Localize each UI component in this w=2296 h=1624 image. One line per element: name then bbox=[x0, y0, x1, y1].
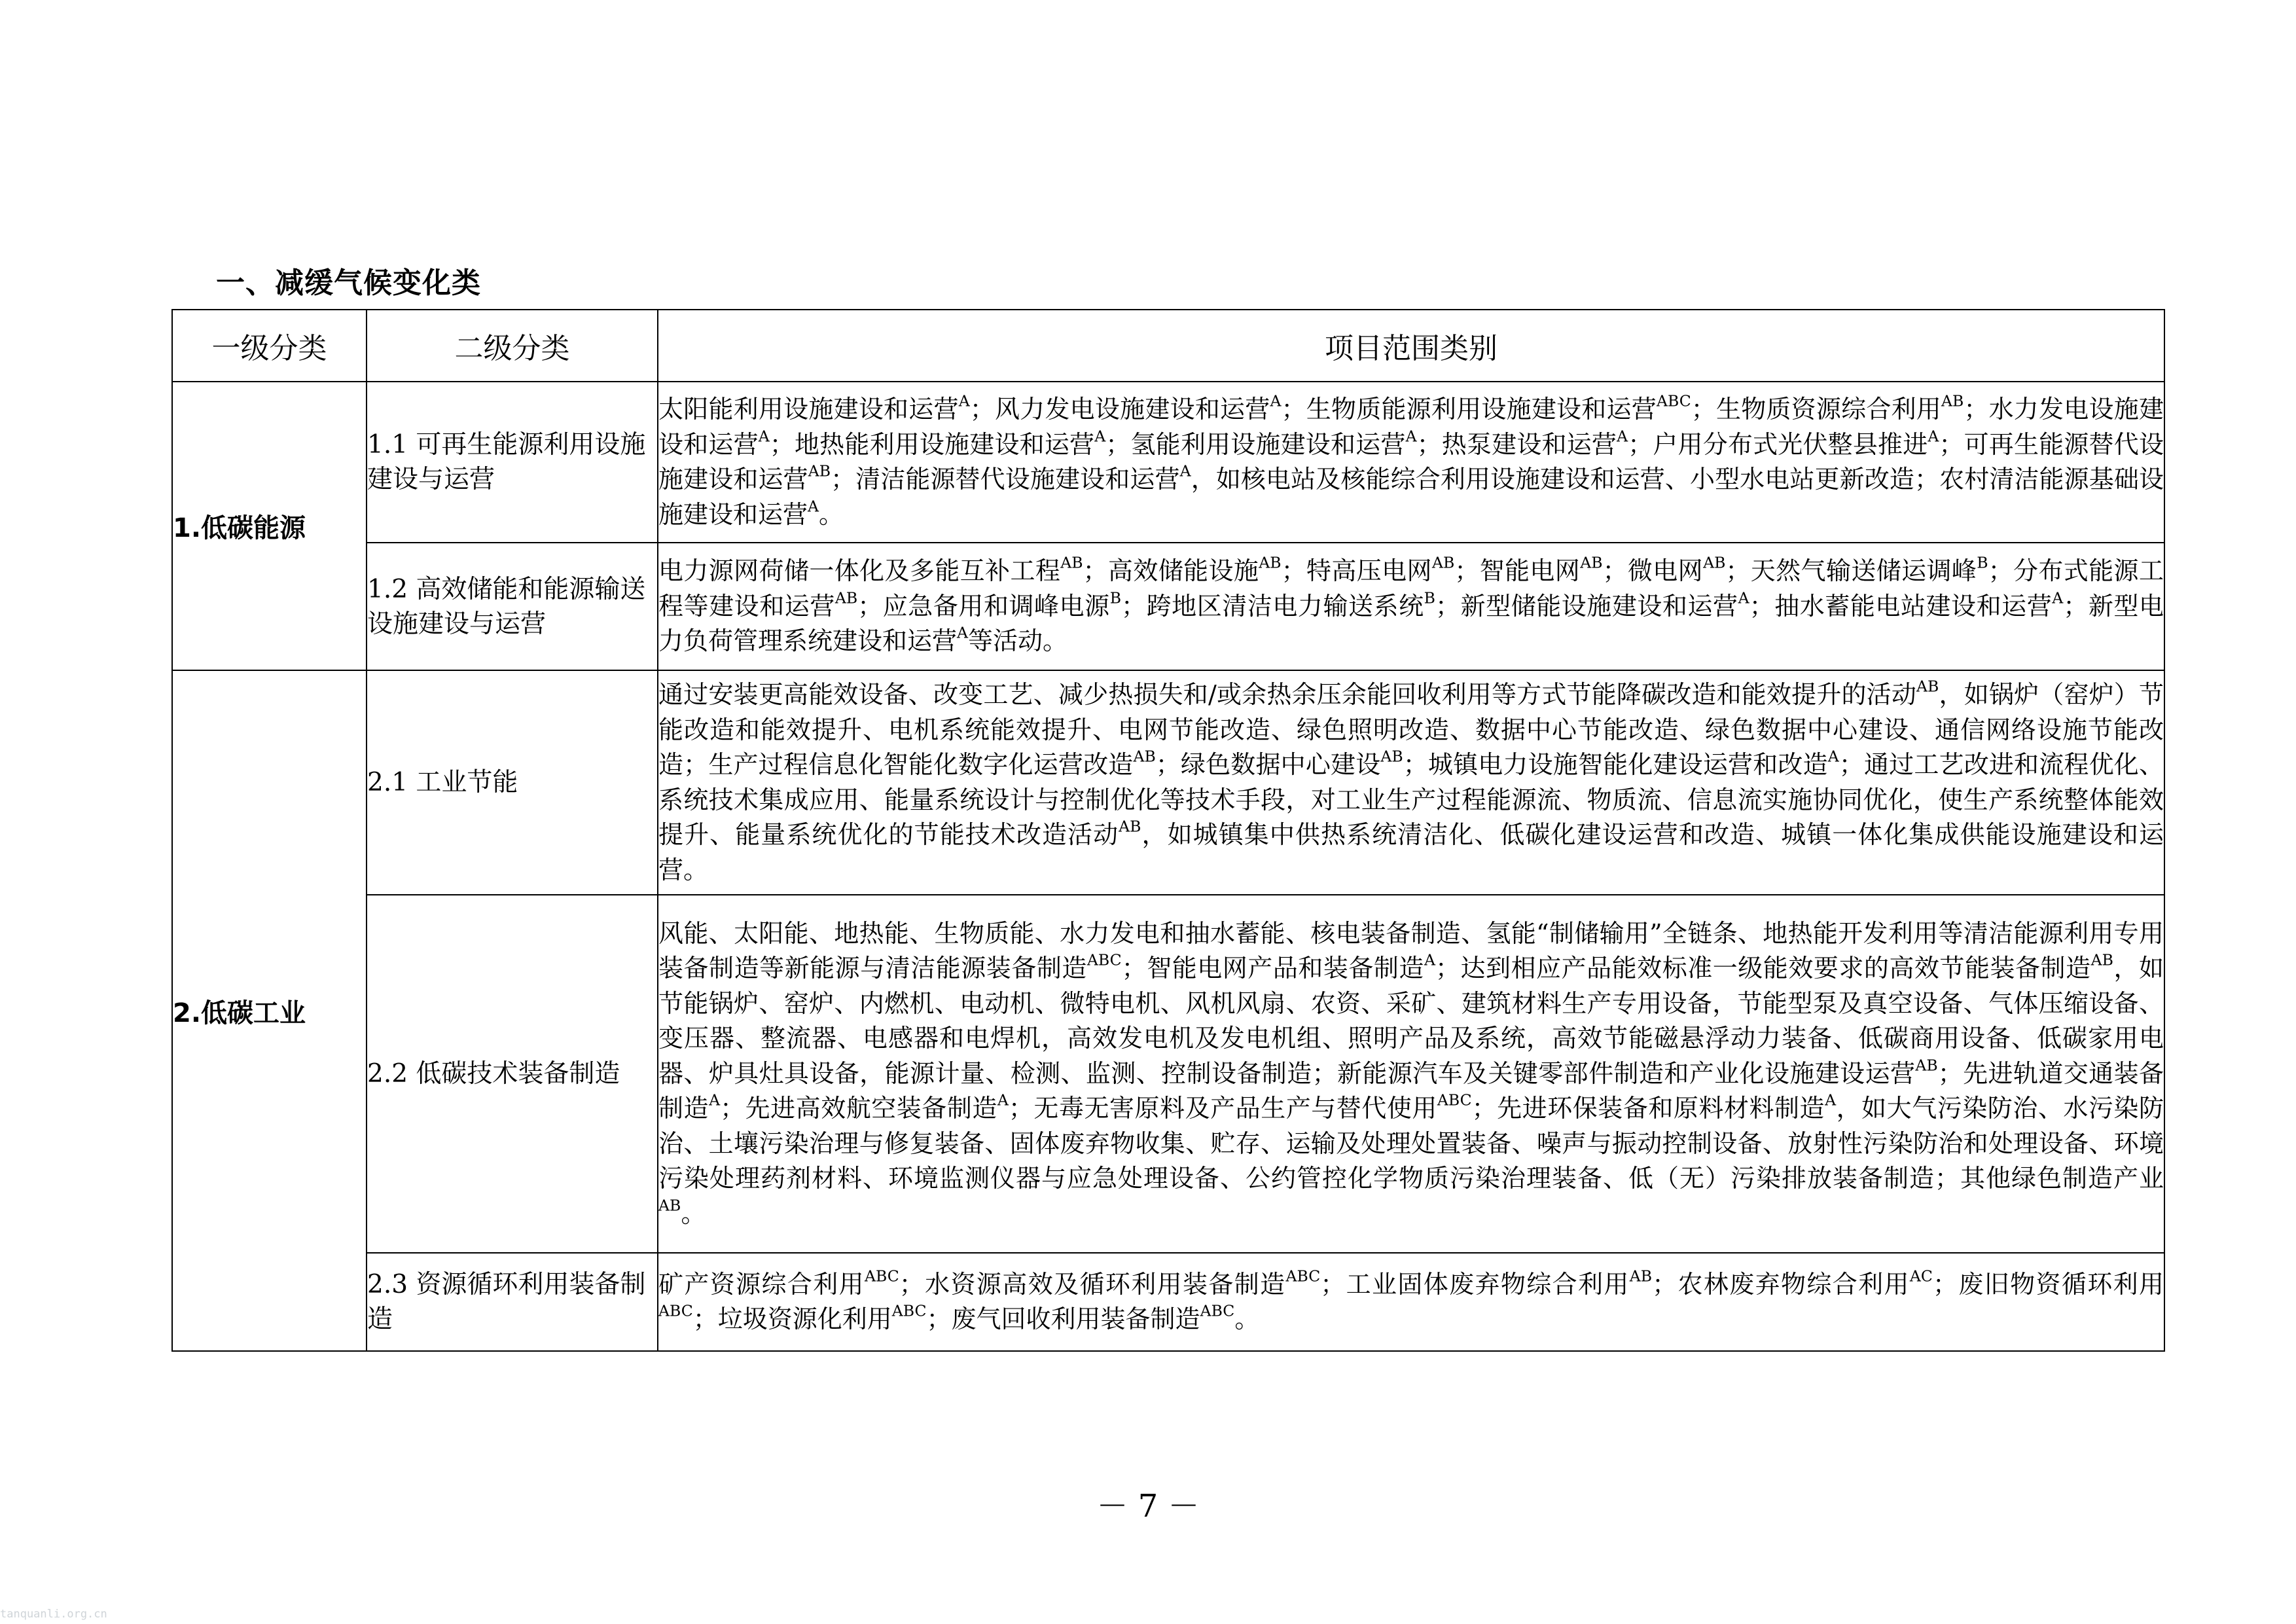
scope-text: ；地热能利用设施建设和运营 bbox=[769, 429, 1095, 459]
scope-text: ；高效储能设施 bbox=[1083, 556, 1259, 586]
category-tag: A bbox=[709, 1091, 721, 1110]
scope-text: 。 bbox=[819, 499, 844, 529]
scope-text: ；应急备用和调峰电源 bbox=[857, 591, 1110, 621]
scope-text: ；分布式能源工程等建设和运营 bbox=[658, 556, 2164, 621]
scope-text: ，如锅炉（窑炉）节能改造和能效提升、电机系统能效提升、电网节能改造、绿色照明改造、数据中心节能改造、绿色数据中心建设、通信网络设施节能改造；生产过程信息化智能化数字化运营改造 bbox=[658, 680, 2164, 779]
scope-text: ；先进轨道交通装备制造 bbox=[658, 1058, 2164, 1123]
category-tag: AB bbox=[1703, 553, 1726, 572]
scope-text: ；城镇电力设施智能化建设运营和改造 bbox=[1403, 750, 1828, 779]
table-row bbox=[172, 1253, 2164, 1351]
category-tag: AB bbox=[1915, 1056, 1938, 1075]
subcategory-2-2: 2.2 低碳技术装备制造 bbox=[367, 895, 658, 1253]
category-tag: A bbox=[997, 1091, 1009, 1110]
category-tag: AB bbox=[1580, 553, 1603, 572]
subcategory-1-2: 1.2 高效储能和能源输送设施建设与运营 bbox=[367, 543, 658, 670]
scope-text: ，如城镇集中供热系统清洁化、低碳化建设运营和改造、城镇一体化集成供能设施建设和运营。 bbox=[658, 820, 2164, 884]
category-tag: ABC bbox=[1285, 1266, 1321, 1285]
category-tag: A bbox=[958, 391, 970, 410]
scope-text: 风能、太阳能、地热能、生物质能、水力发电和抽水蓄能、核电装备制造、氢能“制储输用”全链条、地热能开发利用等清洁能源利用专用装备制造等新能源与清洁能源装备制造 bbox=[658, 918, 2164, 983]
category-tag: AB bbox=[1259, 553, 1282, 572]
category-tag: A bbox=[1827, 747, 1839, 766]
scope-text: ；特高压电网 bbox=[1281, 556, 1432, 586]
category-tag: B bbox=[1424, 588, 1435, 607]
category-tag: A bbox=[758, 426, 770, 445]
scope-description bbox=[658, 670, 2164, 895]
category-tag: ABC bbox=[1656, 391, 1691, 410]
scope-text: 矿产资源综合利用 bbox=[658, 1269, 865, 1299]
category-tag: ABC bbox=[891, 1301, 927, 1320]
scope-text: ；智能电网产品和装备制造 bbox=[1121, 954, 1424, 983]
category-tag: AB bbox=[1380, 747, 1403, 766]
scope-text: 电力源网荷储一体化及多能互补工程 bbox=[658, 556, 1061, 586]
scope-text: ；废旧物资循环利用 bbox=[1932, 1269, 2164, 1299]
scope-text: 通过安装更高能效设备、改变工艺、减少热损失和/或余热余压余能回收利用等方式节能降碳改造和能效提升的活动 bbox=[658, 680, 1917, 709]
scope-description bbox=[658, 895, 2164, 1253]
scope-text: ；生物质资源综合利用 bbox=[1691, 395, 1942, 424]
category-tag: A bbox=[808, 496, 819, 515]
category-tag: A bbox=[1424, 950, 1435, 969]
scope-text: ；垃圾资源化利用 bbox=[692, 1305, 892, 1333]
category-tag: A bbox=[2052, 588, 2064, 607]
classification-table bbox=[171, 309, 2165, 1352]
category-tag: ABC bbox=[1200, 1301, 1235, 1320]
scope-description bbox=[658, 382, 2164, 543]
category-tag: A bbox=[1617, 426, 1628, 445]
scope-text: ；清洁能源替代设施建设和运营 bbox=[831, 465, 1180, 494]
category-tag: A bbox=[1928, 426, 1939, 445]
scope-text: ；户用分布式光伏整县推进 bbox=[1628, 429, 1928, 459]
category-tag: AB bbox=[658, 1196, 681, 1215]
scope-text: ；风力发电设施建设和运营 bbox=[969, 395, 1270, 424]
category-tag: A bbox=[1738, 588, 1749, 607]
category-tag: A bbox=[957, 623, 969, 642]
table-row bbox=[172, 543, 2164, 670]
category-tag: AB bbox=[834, 588, 858, 607]
scope-text: ；可再生能源替代设施建设和运营 bbox=[658, 429, 2164, 494]
header-level2: 二级分类 bbox=[367, 310, 658, 382]
category-tag: A bbox=[1405, 426, 1417, 445]
category-tag: AB bbox=[1916, 677, 1939, 696]
scope-text: ；氢能利用设施建设和运营 bbox=[1105, 429, 1406, 459]
scope-text: ；天然气输送储运调峰 bbox=[1725, 556, 1977, 586]
category-tag: AB bbox=[1133, 747, 1156, 766]
scope-text: ；新型电力负荷管理系统建设和运营 bbox=[658, 591, 2164, 656]
category-low-carbon-industry: 2.低碳工业 bbox=[172, 670, 367, 1351]
section-title: 一、减缓气候变化类 bbox=[216, 266, 481, 300]
scope-text: ，如节能锅炉、窑炉、内燃机、电动机、微特电机、风机风扇、农资、采矿、建筑材料生产专用设备，节能型泵及真空设备、气体压缩设备、变压器、整流器、电感器和电焊机，高效发电机及发电机组、照明产品及系统，高效节能磁悬浮动力装备、低碳商用设备、低碳家用电器、炉具灶具设备，能源计量、检测、监测、控制设备制造；新能源汽车及关键零部件制造和产业化设施建设运营 bbox=[658, 954, 2164, 1088]
scope-text: ；水力发电设施建设和运营 bbox=[658, 395, 2164, 459]
category-tag: ABC bbox=[658, 1301, 693, 1320]
subcategory-1-1: 1.1 可再生能源利用设施建设与运营 bbox=[367, 382, 658, 543]
scope-text: ；抽水蓄能电站建设和运营 bbox=[1749, 591, 2053, 621]
scope-text: 。 bbox=[681, 1199, 706, 1228]
category-tag: ABC bbox=[865, 1266, 899, 1285]
scope-text: ；绿色数据中心建设 bbox=[1155, 750, 1381, 779]
header-level1: 一级分类 bbox=[172, 310, 367, 382]
scope-text: ；新型储能设施建设和运营 bbox=[1435, 591, 1738, 621]
category-tag: ABC bbox=[1086, 950, 1122, 969]
category-tag: AB bbox=[1941, 391, 1964, 410]
category-tag: ABC bbox=[1437, 1091, 1472, 1110]
category-tag: AB bbox=[1431, 553, 1455, 572]
scope-text: ；热泵建设和运营 bbox=[1416, 429, 1617, 459]
category-tag: AC bbox=[1909, 1266, 1933, 1285]
scope-text: ；先进环保装备和原料材料制造 bbox=[1471, 1094, 1825, 1123]
scope-text: ；先进高效航空装备制造 bbox=[720, 1094, 997, 1123]
category-tag: B bbox=[1109, 588, 1122, 607]
category-tag: A bbox=[1179, 461, 1191, 480]
scope-text: ；生物质能源利用设施建设和运营 bbox=[1281, 395, 1657, 424]
category-tag: A bbox=[1094, 426, 1106, 445]
page-number: － 7 － bbox=[1096, 1488, 1200, 1525]
watermark-text: tanquanli.org.cn bbox=[0, 1608, 107, 1621]
category-tag: A bbox=[1825, 1091, 1837, 1110]
scope-text: 太阳能利用设施建设和运营 bbox=[658, 395, 959, 424]
scope-text: 等活动。 bbox=[968, 626, 1068, 656]
category-tag: AB bbox=[2090, 950, 2113, 969]
header-scope: 项目范围类别 bbox=[658, 310, 2164, 382]
category-tag: AB bbox=[1629, 1266, 1653, 1285]
scope-text: ；智能电网 bbox=[1454, 556, 1581, 586]
scope-text: ，如大气污染防治、水污染防治、土壤污染治理与修复装备、固体废弃物收集、贮存、运输及处理处置装备、噪声与振动控制设备、放射性污染防治和处理设备、环境污染处理药剂材料、环境监测仪器与应急处理设备、公约管控化学物质污染治理装备、低（无）污染排放装备制造；其他绿色制造产业 bbox=[658, 1094, 2164, 1193]
table-row bbox=[172, 670, 2164, 895]
scope-text: ；水资源高效及循环利用装备制造 bbox=[899, 1269, 1286, 1299]
category-tag: A bbox=[1270, 391, 1282, 410]
subcategory-2-3: 2.3 资源循环利用装备制造 bbox=[367, 1253, 658, 1351]
scope-text: ；达到相应产品能效标准一级能效要求的高效节能装备制造 bbox=[1435, 954, 2091, 983]
scope-text: ，如核电站及核能综合利用设施建设和运营、小型水电站更新改造；农村清洁能源基础设施建设和运营 bbox=[658, 465, 2164, 529]
category-tag: AB bbox=[808, 461, 831, 480]
table-row bbox=[172, 895, 2164, 1253]
category-tag: B bbox=[1977, 553, 1988, 572]
scope-text: ；废气回收利用装备制造 bbox=[926, 1305, 1200, 1333]
scope-text: ；农林废弃物综合利用 bbox=[1652, 1269, 1910, 1299]
scope-description bbox=[658, 543, 2164, 670]
category-tag: AB bbox=[1119, 817, 1141, 836]
scope-text: ；跨地区清洁电力输送系统 bbox=[1121, 591, 1424, 621]
scope-text: ；无毒无害原料及产品生产与替代使用 bbox=[1008, 1094, 1437, 1123]
category-tag: AB bbox=[1060, 553, 1083, 572]
subcategory-2-1: 2.1 工业节能 bbox=[367, 670, 658, 895]
scope-text: ；微电网 bbox=[1602, 556, 1704, 586]
category-low-carbon-energy: 1.低碳能源 bbox=[172, 382, 367, 670]
scope-text: 。 bbox=[1234, 1305, 1260, 1333]
table-header-row bbox=[172, 310, 2164, 382]
scope-text: ；通过工艺改进和流程优化、系统技术集成应用、能量系统设计与控制优化等技术手段，对工业生产过程能源流、物质流、信息流实施协同优化，使生产系统整体能效提升、能量系统优化的节能技术改造活动 bbox=[658, 750, 2164, 849]
table-row bbox=[172, 382, 2164, 543]
scope-text: ；工业固体废弃物综合利用 bbox=[1320, 1269, 1630, 1299]
scope-description bbox=[658, 1253, 2164, 1351]
